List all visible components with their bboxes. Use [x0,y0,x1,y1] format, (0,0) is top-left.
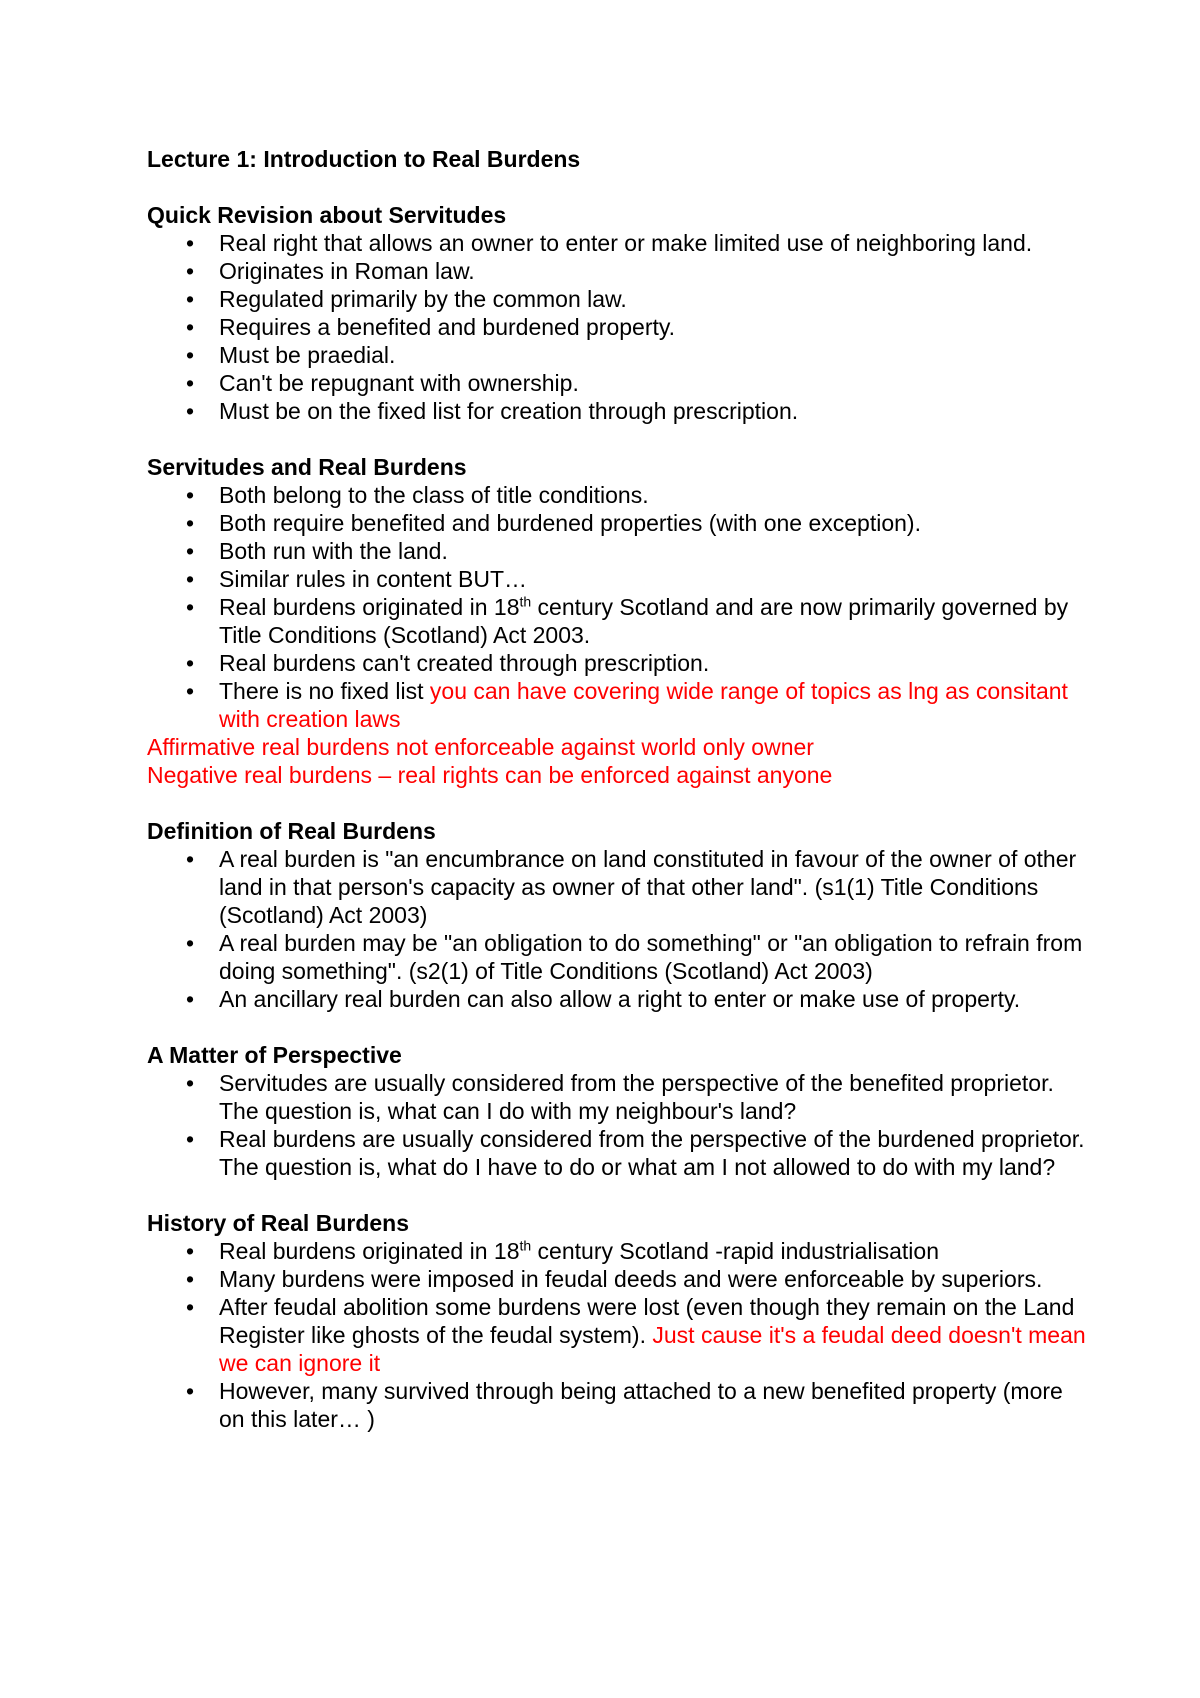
bullet-icon: • [186,650,195,676]
list-item [147,481,1087,509]
list-item [147,1377,1087,1433]
list-item-text: A real burden is "an encumbrance on land constituted in favour of the owner of other land in that person's capacity as owner of that other land". (s1(1) Title Conditions (Scotland) Act 2003) [219,846,1077,928]
list-item [147,985,1087,1013]
list-item-text: Can't be repugnant with ownership. [219,370,579,396]
list-item [147,509,1087,537]
section-heading: Servitudes and Real Burdens [147,454,467,480]
bullet-icon: • [186,986,195,1012]
list-item-text: Real burdens can't created through prescription. [219,650,710,676]
list-item [147,1125,1087,1181]
list-item [147,341,1087,369]
list-item [147,257,1087,285]
bullet-icon: • [186,594,195,620]
bullet-icon: • [186,370,195,396]
list-item-text-pre: Real burdens originated in 18 [219,1238,520,1264]
bullet-icon: • [186,1126,195,1152]
list-item [147,229,1087,257]
list-item-text: Requires a benefited and burdened property. [219,314,676,340]
list-item-text: There is no fixed list [219,678,430,704]
list-item-text-pre: Real burdens originated in 18 [219,594,520,620]
bullet-list [147,1237,1087,1433]
list-item-text: Servitudes are usually considered from the perspective of the benefited proprietor. The question is, what can I do with my neighbour's land? [219,1070,1054,1124]
annotation-note-negative: Negative real burdens – real rights can be enforced against anyone [147,762,833,788]
list-item-text: Both run with the land. [219,538,448,564]
list-item-text: Real right that allows an owner to enter or make limited use of neighboring land. [219,230,1033,256]
bullet-icon: • [186,1070,195,1096]
list-item-text: Must be on the fixed list for creation through prescription. [219,398,799,424]
bullet-icon: • [186,846,195,872]
bullet-icon: • [186,398,195,424]
list-item [147,929,1087,985]
list-item-text: However, many survived through being attached to a new benefited property (more on this later… ) [219,1378,1063,1432]
bullet-icon: • [186,230,195,256]
bullet-icon: • [186,482,195,508]
list-item-text: After feudal abolition some burdens were lost (even though they remain on the Land Register like ghosts of the feudal system). [219,1294,1075,1348]
list-item [147,649,1087,677]
list-item [147,397,1087,425]
bullet-list [147,845,1087,1013]
annotation-red-text: Just cause it's a feudal deed doesn't mean we can ignore it [219,1322,1086,1376]
bullet-icon: • [186,1378,195,1404]
bullet-icon: • [186,258,195,284]
section-definition [147,817,1087,1013]
section-heading: Definition of Real Burdens [147,818,436,844]
bullet-list [147,481,1087,733]
bullet-icon: • [186,1238,195,1264]
section-servitudes-and-real-burdens [147,453,1087,789]
bullet-icon: • [186,678,195,704]
bullet-icon: • [186,566,195,592]
section-servitudes-revision [147,201,1087,425]
bullet-icon: • [186,314,195,340]
section-history [147,1209,1087,1433]
list-item-text: Similar rules in content BUT… [219,566,528,592]
list-item [147,565,1087,593]
annotation-red-text: you can have covering wide range of topics as lng as consitant with creation laws [219,678,1068,732]
list-item [147,845,1087,929]
list-item-text: An ancillary real burden can also allow a right to enter or make use of property. [219,986,1021,1012]
bullet-icon: • [186,510,195,536]
section-perspective [147,1041,1087,1181]
list-item [147,1237,1087,1265]
list-item [147,537,1087,565]
list-item-text: Real burdens are usually considered from the perspective of the burdened proprietor. The question is, what do I have to do or what am I not allowed to do with my land? [219,1126,1085,1180]
list-item [147,1293,1087,1377]
bullet-icon: • [186,1294,195,1320]
list-item [147,313,1087,341]
annotation-note-affirmative: Affirmative real burdens not enforceable against world only owner [147,734,814,760]
section-heading: Quick Revision about Servitudes [147,202,507,228]
bullet-icon: • [186,1266,195,1292]
bullet-icon: • [186,538,195,564]
list-item-text: Regulated primarily by the common law. [219,286,627,312]
bullet-icon: • [186,286,195,312]
list-item-text: Originates in Roman law. [219,258,475,284]
list-item [147,593,1087,649]
bullet-list [147,229,1087,425]
list-item [147,1069,1087,1125]
ordinal-superscript: th [519,593,532,610]
bullet-list [147,1069,1087,1181]
list-item-text: Many burdens were imposed in feudal deeds and were enforceable by superiors. [219,1266,1043,1292]
list-item-text: Must be praedial. [219,342,396,368]
list-item [147,677,1087,733]
ordinal-superscript: th [519,1237,532,1254]
bullet-icon: • [186,930,195,956]
list-item-text: Both require benefited and burdened properties (with one exception). [219,510,921,536]
document-title: Lecture 1: Introduction to Real Burdens [147,146,581,172]
bullet-icon: • [186,342,195,368]
document-body [147,145,1087,1461]
section-heading: History of Real Burdens [147,1210,409,1236]
list-item [147,285,1087,313]
list-item [147,1265,1087,1293]
list-item-text-post: century Scotland -rapid industrialisation [531,1238,939,1264]
list-item-text: A real burden may be "an obligation to do something" or "an obligation to refrain from doing something". (s2(1) of Title Conditions (Scotland) Act 2003) [219,930,1083,984]
list-item [147,369,1087,397]
section-heading: A Matter of Perspective [147,1042,402,1068]
list-item-text-post: century Scotland and are now primarily governed by Title Conditions (Scotland) Act 2003. [219,594,1069,648]
list-item-text: Both belong to the class of title conditions. [219,482,649,508]
